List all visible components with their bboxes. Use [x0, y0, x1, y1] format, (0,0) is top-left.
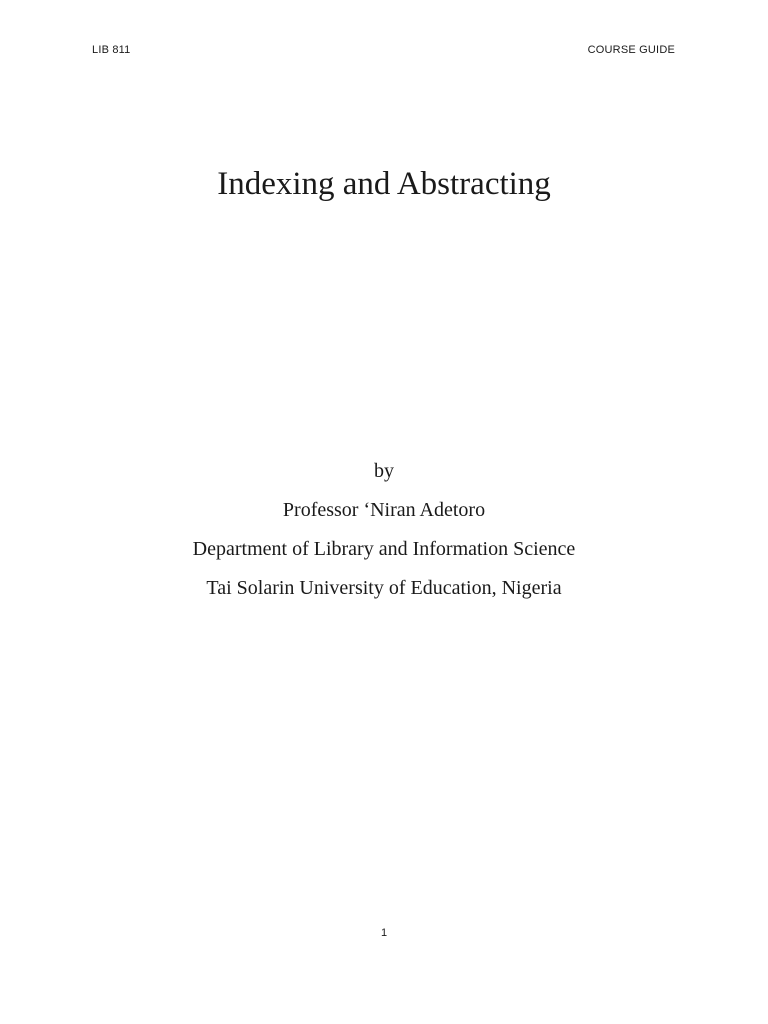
- author-department: Department of Library and Information Science: [192, 538, 576, 560]
- byline-block: [0, 452, 768, 608]
- page-number: 1: [380, 927, 388, 939]
- byline-by: by: [374, 460, 394, 482]
- header-course-code: LIB 811: [92, 44, 131, 56]
- author-name: Professor ‘Niran Adetoro: [282, 499, 486, 521]
- header-document-type: COURSE GUIDE: [587, 44, 675, 56]
- document-title: Indexing and Abstracting: [217, 166, 551, 202]
- author-institution: Tai Solarin University of Education, Nigeria: [206, 577, 562, 599]
